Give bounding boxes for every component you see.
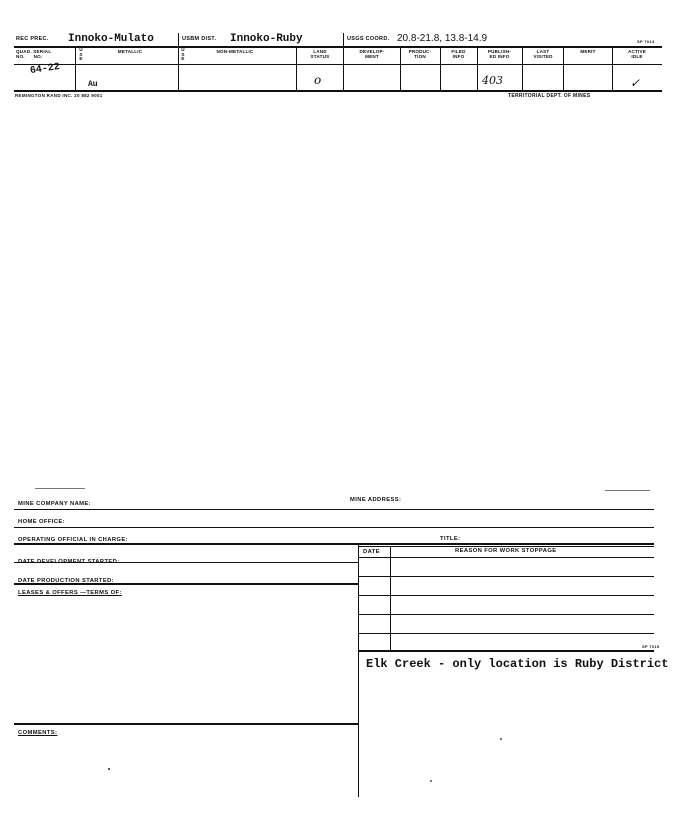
col-non-metallic: NON-METALLIC — [216, 49, 254, 54]
col-filed-info: FILED INFO — [451, 49, 466, 59]
scan-speck — [108, 768, 110, 770]
date-development-started-label: DATE DEVELOPMENT STARTED: — [18, 559, 120, 565]
reason-column-header: REASON FOR WORK STOPPAGE — [455, 548, 557, 554]
col-merit: MERIT — [580, 49, 596, 54]
usbm-dist-label: USBM DIST. — [182, 36, 217, 42]
col-production: PRODUC- TION — [408, 49, 432, 59]
col-development: DEVELOP- MENT — [359, 49, 385, 59]
published-info-value: 403 — [482, 74, 503, 87]
date-column-header: DATE — [363, 549, 380, 555]
date-production-started-label: DATE PRODUCTION STARTED: — [18, 578, 115, 584]
rec-prec-label: REC PREC. — [16, 36, 49, 42]
form-number-bottom: SP 7015 — [642, 644, 660, 649]
rec-prec-value: Innoko-Mulato — [68, 33, 154, 45]
metallic-value: Au — [88, 80, 98, 89]
col-metallic: METALLIC — [117, 49, 143, 54]
col-use-nonmetallic: U S E — [181, 47, 185, 61]
stoppage-note: Elk Creek - only location is Ruby District — [366, 657, 669, 671]
title-label: TITLE: — [440, 536, 461, 542]
top-card — [0, 0, 678, 110]
leases-offers-label: LEASES & OFFERS —TERMS OF: — [18, 590, 122, 596]
scan-speck — [430, 780, 432, 782]
home-office-label: HOME OFFICE: — [18, 519, 65, 525]
usgs-coord-label: USGS COORD. — [347, 36, 390, 42]
scan-speck — [500, 738, 502, 740]
form-number: SP 7014 — [637, 39, 655, 44]
bottom-card — [0, 480, 678, 814]
department: TERRITORIAL DEPT. OF MINES — [508, 93, 591, 99]
printer-line: REMINGTON RAND INC. 20 882 9001 — [15, 93, 103, 98]
land-status-value: o — [314, 73, 322, 87]
row-rule — [14, 64, 662, 65]
bottom-rule — [14, 90, 662, 92]
mine-company-name-label: MINE COMPANY NAME: — [18, 501, 92, 507]
col-land-status: LAND STATUS — [310, 49, 330, 59]
quad-number: 64-22 — [29, 61, 61, 78]
col-active-idle: ACTIVE IDLE — [627, 49, 647, 59]
header-rule — [14, 46, 662, 48]
active-idle-mark: ✓ — [630, 76, 641, 90]
usgs-coord-value: 20.8-21.8, 13.8-14.9 — [397, 33, 488, 44]
col-published-info: PUBLISH- ED INFO — [487, 49, 512, 59]
mine-address-label: MINE ADDRESS: — [350, 497, 402, 503]
col-use-metallic: U S E — [79, 47, 83, 61]
operating-official-label: OPERATING OFFICIAL IN CHARGE: — [18, 537, 128, 543]
usbm-dist-value: Innoko-Ruby — [230, 33, 303, 45]
comments-label: COMMENTS: — [18, 730, 58, 736]
col-last-visited: LAST VISITED — [533, 49, 553, 59]
col-quad-serial: QUAD. SERIAL NO. NO. — [16, 49, 52, 59]
